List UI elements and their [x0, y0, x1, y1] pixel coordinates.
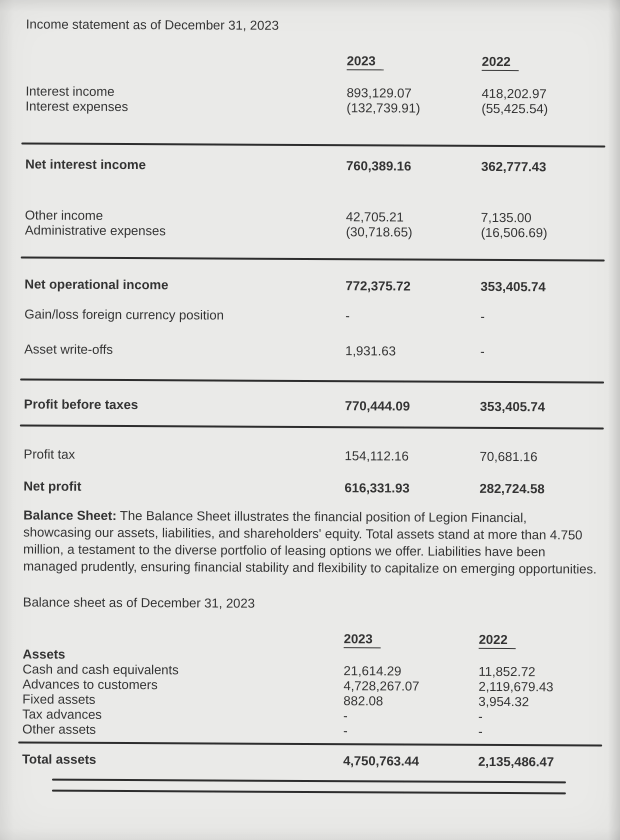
value-2022: 70,681.16: [479, 448, 538, 465]
horizontal-rule: [20, 378, 604, 383]
empty-cell: [344, 648, 479, 664]
year-cell: [344, 631, 479, 649]
value-2023: 893,129.07: [346, 85, 412, 101]
balance-row-total-assets: [0, 751, 618, 769]
income-row-profit-tax: [0, 446, 620, 464]
value-2023: 772,375.72: [345, 278, 411, 294]
value-2022: 2,119,679.43: [478, 678, 554, 695]
value-2022: 362,777.43: [481, 158, 547, 175]
value-2022: 3,954.32: [478, 693, 530, 710]
row-label: Tax advances: [22, 706, 102, 722]
value-2023: (30,718.65): [345, 224, 413, 240]
income-row-asset-write-offs: [0, 341, 620, 359]
value-2023: 770,444.09: [344, 398, 411, 414]
income-statement-title: Income statement as of December 31, 2023: [25, 16, 279, 33]
row-label: Other assets: [22, 721, 96, 737]
value-2022: 11,852.72: [478, 663, 536, 680]
income-row-profit-before-taxes: [0, 396, 620, 414]
row-label: Profit tax: [23, 446, 76, 462]
income-row-net-interest-income: [1, 156, 620, 174]
value-2023: -: [343, 723, 348, 739]
row-label: Other income: [24, 207, 104, 223]
section-label: Assets: [22, 646, 66, 662]
column-header-2022: 2022: [479, 632, 516, 649]
note-text: The Balance Sheet illustrates the financial position of Legion Financial, showcasing our assets, liabilities, and shareholders' equity. Total assets stand at more than 4.750 million, a testament to the diverse portfolio of leasing options we offer. Liabilities have been managed prudently, ensuring financial stability and flexibility to capitalize on emerging opportunities.: [23, 507, 597, 577]
value-2022: -: [480, 308, 485, 324]
value-2022: 353,405.74: [479, 398, 546, 415]
year-cell: [347, 53, 482, 71]
value-2022: 2,135,486.47: [478, 753, 555, 770]
income-row-interest-expenses: [1, 98, 620, 116]
value-2023: 42,705.21: [345, 209, 404, 225]
row-label: Net interest income: [25, 156, 146, 173]
value-2022: -: [478, 723, 483, 739]
year-cell: [482, 54, 620, 72]
balance-sheet-note: [23, 507, 597, 578]
row-label: Asset write-offs: [24, 341, 113, 357]
horizontal-rule: [52, 779, 566, 784]
value-2023: 882.08: [343, 693, 384, 709]
value-2023: 154,112.16: [344, 448, 409, 464]
row-label: Advances to customers: [22, 676, 158, 693]
value-2022: 418,202.97: [481, 85, 547, 102]
balance-row-other-assets: [0, 721, 618, 739]
horizontal-rule: [21, 142, 605, 147]
value-2022: -: [478, 708, 483, 724]
value-2023: 760,389.16: [346, 158, 412, 174]
value-2022: -: [480, 343, 485, 359]
row-label: Cash and cash equivalents: [22, 661, 179, 678]
value-2023: 616,331.93: [344, 480, 410, 496]
column-header-2022: 2022: [482, 54, 519, 71]
value-2023: -: [343, 708, 348, 724]
value-2023: 4,728,267.07: [343, 678, 420, 694]
income-column-header-row: [2, 51, 620, 71]
value-2022: 353,405.74: [480, 278, 546, 295]
income-row-gain-loss-foreign-currency: [0, 306, 620, 324]
horizontal-rule: [21, 256, 605, 261]
row-label: Administrative expenses: [24, 222, 166, 239]
column-header-2023: 2023: [347, 53, 384, 70]
row-label: Interest expenses: [25, 98, 129, 115]
value-2023: (132,739.91): [346, 100, 421, 116]
balance-sheet-title: Balance sheet as of December 31, 2023: [22, 594, 255, 611]
year-cell: [479, 632, 619, 650]
value-2022: 282,724.58: [479, 480, 545, 497]
horizontal-rule: [18, 741, 602, 746]
column-header-2023: 2023: [344, 631, 381, 648]
row-label: Profit before taxes: [23, 396, 139, 413]
value-2023: 21,614.29: [343, 663, 402, 679]
income-row-net-operational-income: [1, 276, 620, 294]
value-2023: 4,750,763.44: [343, 753, 420, 769]
row-label: Fixed assets: [22, 691, 96, 707]
row-label: Net profit: [23, 478, 82, 494]
value-2023: 1,931.63: [345, 343, 396, 359]
row-label: Total assets: [22, 751, 97, 767]
empty-cell: [26, 52, 347, 71]
value-2022: (16,506.69): [480, 224, 548, 241]
value-2023: -: [345, 308, 350, 324]
horizontal-rule: [52, 790, 566, 795]
row-label: Gain/loss foreign currency position: [24, 306, 224, 323]
empty-cell: [23, 629, 344, 648]
value-2022: 7,135.00: [480, 209, 532, 226]
horizontal-rule: [20, 424, 604, 429]
income-row-net-profit: [0, 478, 620, 496]
row-label: Net operational income: [24, 276, 169, 293]
income-row-administrative-expenses: [1, 222, 620, 240]
empty-cell: [479, 649, 619, 665]
value-2022: (55,425.54): [481, 100, 549, 117]
note-lead-in: Balance Sheet:: [23, 507, 117, 523]
row-label: Interest income: [25, 83, 115, 99]
